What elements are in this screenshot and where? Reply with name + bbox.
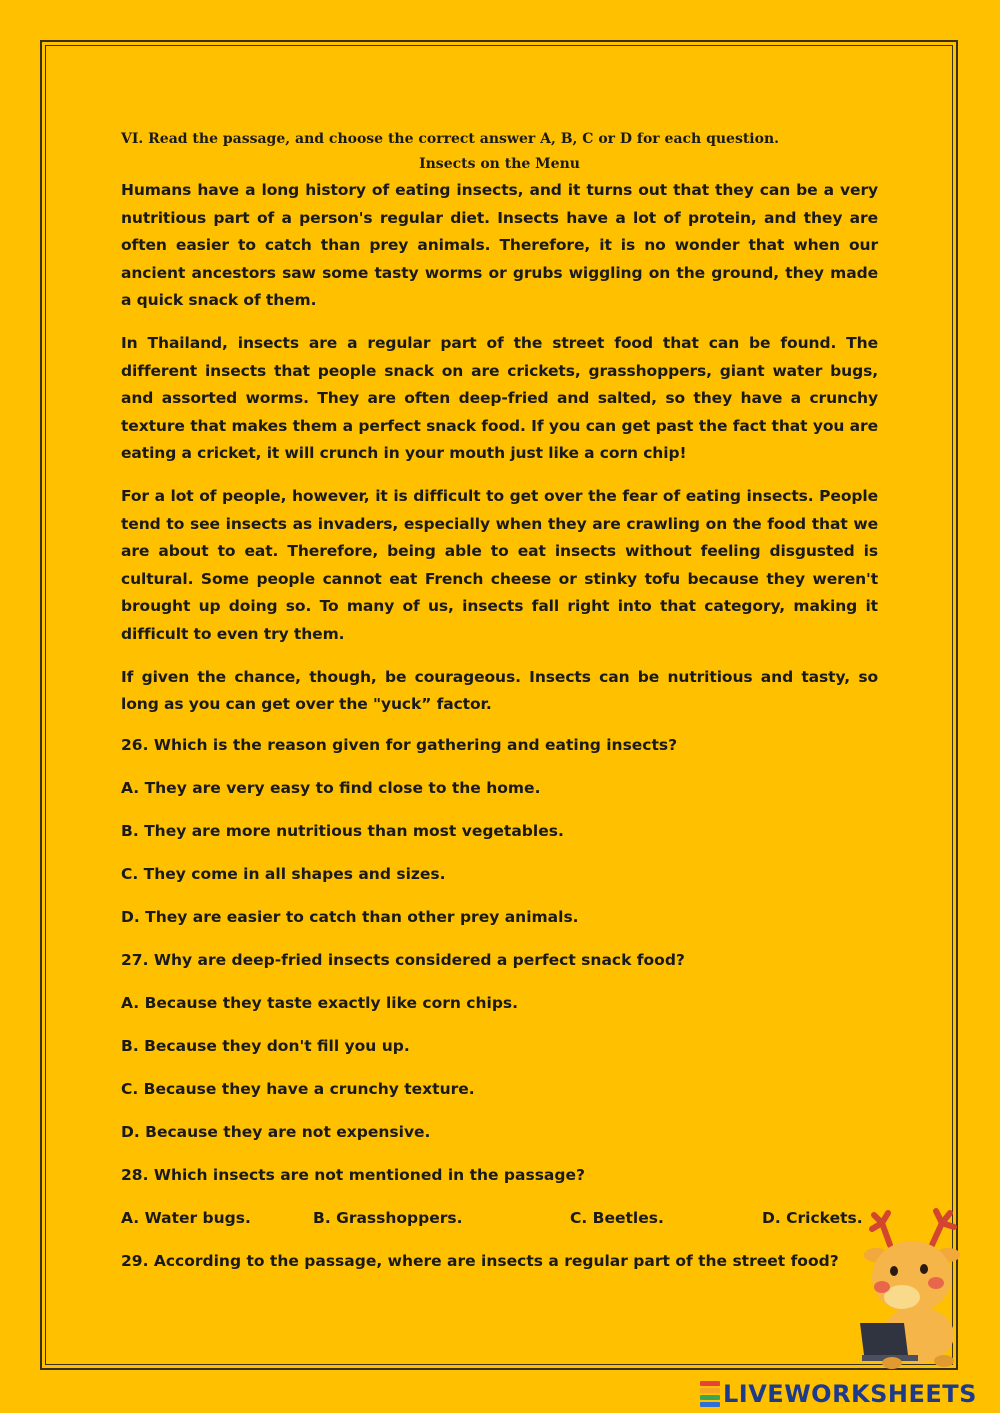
option-26c: C. They come in all shapes and sizes. <box>121 864 446 883</box>
option-28b: B. Grasshoppers. <box>313 1208 463 1227</box>
option-27b: B. Because they don't fill you up. <box>121 1036 410 1055</box>
option-26a: A. They are very easy to find close to the home. <box>121 778 541 797</box>
worksheet-content <box>121 127 878 1294</box>
option-27d: D. Because they are not expensive. <box>121 1122 431 1141</box>
options-28 <box>121 1208 878 1251</box>
option-26d: D. They are easier to catch than other prey animals. <box>121 907 579 926</box>
option-28a: A. Water bugs. <box>121 1208 251 1227</box>
question-27: 27. Why are deep-fried insects considered a perfect snack food? <box>121 950 685 969</box>
passage-paragraph-4: If given the chance, though, be courageous. Insects can be nutritious and tasty, so long as you can get over the "yuck” factor. <box>121 667 878 714</box>
logo-badge-icon <box>700 1381 720 1407</box>
deer-mascot-icon <box>852 1205 970 1370</box>
liveworksheets-logo <box>700 1380 977 1408</box>
passage-paragraph-1: Humans have a long history of eating insects, and it turns out that they can be a very nutritious part of a person's regular diet. Insects have a lot of protein, and they are often easier to catch than prey animals. Therefore, it is no wonder that when our ancient ancestors saw some tasty worms or grubs wiggling on the ground, they made a quick snack of them. <box>121 181 878 310</box>
section-instruction: VI. Read the passage, and choose the correct answer A, B, C or D for each question. <box>121 131 780 147</box>
option-28c: C. Beetles. <box>570 1208 664 1227</box>
question-26: 26. Which is the reason given for gathering and eating insects? <box>121 735 678 754</box>
question-29: 29. According to the passage, where are insects a regular part of the street food? <box>121 1251 839 1270</box>
option-28d: D. Crickets. <box>762 1208 863 1227</box>
logo-text: LIVEWORKSHEETS <box>723 1380 977 1408</box>
passage-paragraph-3: For a lot of people, however, it is difficult to get over the fear of eating insects. People tend to see insects as invaders, especially when they are crawling on the food that we are about to eat. Therefore, being able to eat insects without feeling disgusted is cultural. Some people cannot eat French cheese or stinky tofu because they weren't brought up doing so. To many of us, insects fall right into that category, making it difficult to even try them. <box>121 486 878 643</box>
option-26b: B. They are more nutritious than most vegetables. <box>121 821 564 840</box>
option-27c: C. Because they have a crunchy texture. <box>121 1079 475 1098</box>
option-27a: A. Because they taste exactly like corn chips. <box>121 993 519 1012</box>
question-28: 28. Which insects are not mentioned in the passage? <box>121 1165 585 1184</box>
passage-title: Insects on the Menu <box>419 156 580 172</box>
passage-paragraph-2: In Thailand, insects are a regular part of the street food that can be found. The different insects that people snack on are crickets, grasshoppers, giant water bugs, and assorted worms. They are often deep-fried and salted, so they have a crunchy texture that makes them a perfect snack food. If you can get past the fact that you are eating a cricket, it will crunch in your mouth just like a corn chip! <box>121 333 878 463</box>
